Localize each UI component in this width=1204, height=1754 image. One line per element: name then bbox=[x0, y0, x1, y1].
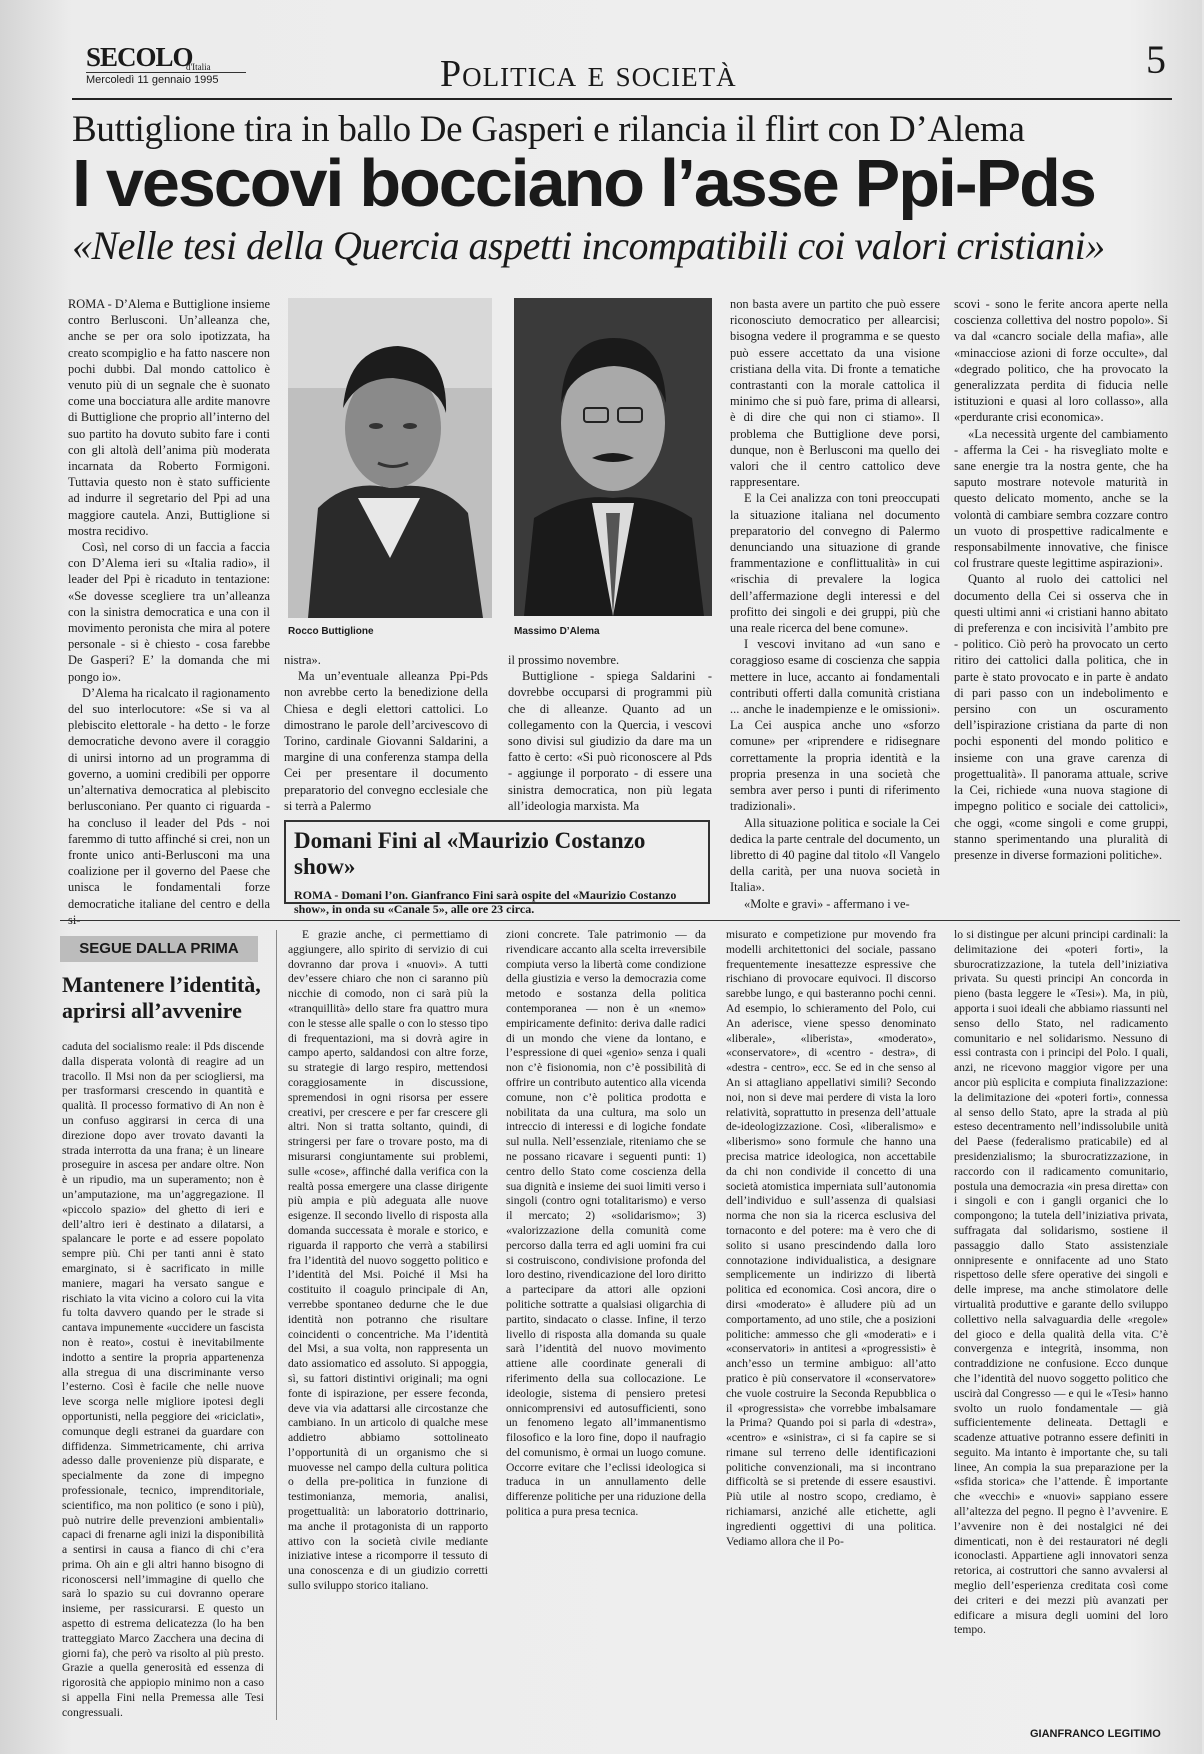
issue-date: Mercoledì 11 gennaio 1995 bbox=[86, 72, 246, 86]
paragraph: zioni concrete. Tale patrimonio — da rivendicare accanto alla scelta irreversibile compiuta verso la libertà come condizione della giustizia e verso la democrazia come metodo e sostanza della politica contemporanea — non è un «nemo» empiricamente definito: deriva dalle radici di un mondo che viene da lontano, e l’espressione di quei «genio» senza i quali non c’è fisionomia, non c’è possibilità di offrire un contributo autentico alla vicenda comune, non c’è politica prodotta e nobilitata da una cultura, ma solo un intreccio di interessi e di logiche fondate sul nulla. Nell’essenziale, riteniamo che se ne possano ricavare i seguenti punti: 1) centro dello Stato come coscienza della sua dignità e insieme dei suoi limiti verso i singoli (contro ogni totalitarismo) e verso il mercato; 2) «solidarismo»; 3) «valorizzazione della comunità come percorso dalla terra ed agli uomini fra cui si costruiscono, condivisione profonda del loro destino, rivendicazione del loro diritto a partecipare da attori alle opzioni politiche sottratte a qualsiasi oligarchia di partito, sindacato o classe. Infine, il terzo livello di risposta alla domanda su quale sarà l’identità del nuovo movimento attiene alle coordinate generali di riferimento della sua collocazione. Le ideologie, sistema di pensiero pretesi onnicomprensivi ed autosufficienti, sono un fenomeno legato all’immanentismo filosofico e la loro fine, dopo il naufragio del comunismo, è ormai un luogo comune. Occorre evitare che l’eclissi ideologica si traduca in un annullamento delle differenze politiche per una riduzione della politica a pura presa tecnica. bbox=[506, 928, 706, 1519]
paragraph: Buttiglione - spiega Saldarini - dovrebbe occuparsi di programmi più che di alleanze. Quanto ad un collegamento con la Quercia, i vescovi sono divisi sul giudizio da dare ma un fatto è certo: «Si può riconoscere al Pds - aggiunge il porporato - di essere una sinistra democratica, non più legata all’ideologia marxista. Ma bbox=[508, 669, 712, 813]
paragraph: scovi - sono le ferite ancora aperte nella coscienza collettiva del nostro popolo». Si va dal «cancro sociale della mafia», alle «minacciose azioni di forze occulte», dal «degrado politico, che ha provocato la generalizzata perdita di fiducia nelle istituzioni e quasi al loro collasso», alla «perdurante crisi economica». bbox=[954, 297, 1168, 425]
paragraph: E grazie anche, ci permettiamo di aggiungere, allo spirito di servizio di cui dovranno dar prova i «nuovi». A tutti dev’essere chiaro che non ci saranno più nicchie di comodo, non ci sarà più la «tranquillità» dello stare fra quattro mura con le stesse alle spalle o con lo stesso tipo di frequentazioni, ma si dovrà agire in campo aperto, saldandosi con altre forze, su strategie di largo respiro, mettendosi coraggiosamente in discussione, spremendosi in ogni risorsa per essere creativi, per crescere e per far crescere gli altri. Non si tratta soltanto, quindi, di stringersi per fare o trovare posto, ma di misurarsi congiuntamente sui problemi, sulle «cose», affinché dalla verifica con la realtà possa emergere una classe dirigente più ampia e più adeguata alle nuove esigenze. Il secondo livello di risposta alla domanda successata è morale e storico, e riguarda il rapporto che verrà a stabilirsi fra l’identità del nuovo soggetto politico e l’identità del Msi. Poiché il Msi ha costituito il coagulo principale di An, verrebbe spontaneo dedurne che le due identità non potranno che risultare coincidenti o concentriche. Ma l’identità del Msi, a sua volta, non rappresenta un dato assiomatico ed assoluto. Si appoggia, sì, su fattori distintivi originali; ma ogni fonte di ispirazione, per essere feconda, deve via via adattarsi alle circostanze che cambiano. In un articolo di qualche mese addietro abbiamo sottolineato l’opportunità di un organismo che si muovesse nel campo della cultura politica o della pre-politica in funzione di testimonianza, memoria, analisi, progettualità: un laboratorio dottrinario, ma anche il protagonista di un rapporto attivo con la società civile mediante iniziative intese a ricomporre il tessuto di una conoscenza e di un giudizio corretti sullo sviluppo storico italiano. bbox=[288, 928, 488, 1593]
paragraph: D’Alema ha ricalcato il ragionamento del suo interlocutore: «Se si va al plebiscito elettorale - ha detto - le forze democratiche devono avere il coraggio di unirsi intorno ad un programma di governo, a uomini credibili per opporre un’alternativa democratica al plebiscito berlusconiano. Per quanto ci riguarda - ha concluso il leader del Pds - noi faremmo di tutto affinché si crei, non un fronte unico anti-Berlusconi ma una coalizione per il governo del Paese che unisca le fondamentali forze democratiche italiane del centro e della si- bbox=[68, 685, 270, 927]
section-title: Politica e società bbox=[440, 53, 737, 95]
paragraph: E la Cei analizza con toni preoccupati la situazione italiana nel documento preparatorio del convegno di Palermo denunciando una situazione di grande frammentazione e conflittualità» in cui «rischia di prevalere la logica dell’affermazione degli interessi e del profitto dei singoli e dei gruppi, più che una reale ricerca del bene comune». bbox=[730, 491, 940, 636]
article2-col-2 bbox=[288, 928, 488, 1720]
headline: I vescovi bocciano l’asse Ppi-Pds bbox=[72, 146, 1095, 221]
article2-col-5 bbox=[954, 928, 1168, 1720]
top-rule bbox=[72, 98, 1172, 100]
article-col-4 bbox=[730, 296, 940, 911]
article-col-5 bbox=[954, 296, 1168, 906]
photo-caption: Massimo D’Alema bbox=[514, 626, 600, 637]
paragraph: misurato e competizione pur movendo fra modelli architettonici del sociale, passano frequentemente inesattezze espressive che rischiano di provocare equivoci. Il discorso sarebbe lungo, e qui basteranno pochi cenni. Ad esempio, lo schieramento del Polo, cui An aderisce, viene spesso denominato «liberale», «liberista», «moderato», «conservatore», di «centro - destra», di «destra - centro», ecc. Se ed in che senso al An si attagliano appellativi simili? Secondo noi, non si deve mai perdere di vista la loro relatività, soprattutto in presenza dell’attuale de-ideologizzazione. Così, «liberalismo» e «liberismo» sono formule che hanno una precisa matrice ideologica, non accettabile da chi non condivide il concetto di una società atomistica imperniata sull’autonomia dell’individuo e sull’assenza di qualsiasi norma che non sia la ricerca esclusiva del tornaconto e del potere: ma è vero che di solito si usano prescindendo dalla loro connotazione individualistica, a designare semplicemente un indirizzo di libertà politica ed economica. Così ancora, dire o dirsi «moderato» è alludere più ad un comportamento, ad uno stile, che a posizioni politiche: ammesso che gli «moderati» e i «conservatori» in antitesi a «progressisti» è anch’esso un termine ambiguo: all’atto pratico è più conservatore il «conservatore» che vuole costruire la Seconda Repubblica o il «progressista» che vorrebbe imbalsamare la Prima? Quando poi si parla di «destra», «centro» e «sinistra», ci si fa capire se si rimane sul terreno delle identificazioni politiche convenzionali, ma si incontrano difficoltà se si pretende di essere esaustivi. Più utile al nostro scopo, crediamo, è richiamarsi, anziché alle etichette, agli ingredienti oggettivi di una politica. Vediamo allora che il Po- bbox=[726, 928, 936, 1548]
article-col-2 bbox=[284, 652, 488, 814]
newspaper-logo: SECOLO bbox=[86, 42, 193, 72]
paragraph: ROMA - D’Alema e Buttiglione insieme contro Berlusconi. Un’alleanza che, anche se per ora solo ipotizzata, ha creato scompiglio e ha fatto nascere non pochi dubbi. Dal mondo cattolico è venuto più di un segnale che è suonato come una bocciatura alle ardite manovre di Buttiglione che proprio all’interno del suo partito ha dovuto subito fare i conti con gli altolà dell’anima più moderata incarnata da Roberto Formigoni. Tuttavia questo non è stato sufficiente ad indurre il segretario del Ppi ad una maggiore cautela. Anzi, Buttiglione si mostra recidivo. bbox=[68, 297, 271, 538]
segue-label: SEGUE DALLA PRIMA bbox=[60, 936, 258, 962]
article-col-3 bbox=[508, 652, 712, 814]
paragraph: il prossimo novembre. bbox=[508, 653, 620, 667]
article-col-1 bbox=[68, 296, 271, 927]
fini-news-box bbox=[284, 820, 710, 916]
section-divider bbox=[60, 920, 1180, 921]
column-rule bbox=[276, 930, 277, 1720]
paragraph: Ma un’eventuale alleanza Ppi-Pds non avrebbe certo la benedizione della Chiesa e degli elettori cattolici. Lo dimostrano le parole dell’arcivescovo di Torino, cardinale Giovanni Saldarini, a margine di una conferenza stampa della Cei per presentare il documento preparatorio del convegno ecclesiale che si terrà a Palermo bbox=[284, 669, 488, 813]
paragraph: caduta del socialismo reale: il Pds discende dalla disperata volontà di reagire ad un tracollo. Il Msi non da per sciogliersi, ma per trasformarsi crescendo in quantità e qualità. Il processo formativo di An non è un confuso aggirarsi in cerca di una direzione dopo aver trovato davanti la strada interrotta da una frana; è un lineare proseguire in ascesa per andare oltre. Non è un ripudio, ma un superamento; non è un’amputazione, ma un’aggregazione. Il «piccolo spazio» del ghetto di ieri e dell’altro ieri è destinato a dilatarsi, a spalancare le porte e ad essere popolato sempre più. Chi per tanti anni è stato emarginato, si è sacrificato in mille maniere, magari ha versato sangue e rischiato la vita vicino a coloro cui la vita fu tolta davvero quando per le strade si cantava impunemente «uccidere un fascista non è reato», costui è inevitabilmente indotto a sentire la propria appartenenza alla stregua di una discriminante verso l’esterno. Così è facile che nelle nuove leve scorga nelle migliore ipotesi degli opportunisti, nella peggiore dei «riciclati», comunque degli estranei da guardare con diffidenza. Simmetricamente, chi arriva adesso dalle provenienze più disparate, e specialmente da zone di impegno professionale, tecnico, imprenditoriale, scientifico, ma non politico (e sono i più), può nutrire delle prevenzioni ambientali» capaci di frenarne agli inizi la disponibilità a sentirsi in causa a fianco di chi c’era prima. Oh ain e gli altri hanno bisogno di riconoscersi nell’immagine di quello che sarà lo spazio su cui dovranno operare insieme, per rassicurarsi. E questo un aspetto di estrema delicatezza (lo ha ben tratteggiato Marco Zacchera una decina di giorni fa), che però va risolto al più presto. Grazie a quella generosità ed essenza di rigorosità che appiopio minimo non a caso si appella Fini nella Premessa alle Tesi congressuali. bbox=[62, 1040, 264, 1719]
box-title: Domani Fini al «Maurizio Costanzo show» bbox=[294, 828, 646, 879]
article2-title: Mantenere l’identità, aprirsi all’avvenire bbox=[62, 972, 261, 1023]
paragraph: lo si distingue per alcuni principi cardinali: la delimitazione dei «poteri forti», la sburocratizzazione, la tutela dell’iniziativa privata. Su questi principi An concorda in pieno (basta leggere le «Tesi»). Ma, in più, apporta i suoi ideali che abbiamo riassunti nel senso dello Stato, nel radicamento comunitario e nel solidarismo. Nessuno di essi contrasta con i principi del Polo. I quali, anzi, ne ricevono maggior vigore per una ancor più esplicita e compiuta finalizzazione: la delimitazione dei «poteri forti», connessa al senso dello Stato, apre la strada al più esteso decentramento nell’indissolubile unità del Paese (federalismo praticabile) ed al presidenzialismo; la sburocratizzazione, in raccordo con il radicamento comunitario, postula una democrazia «in presa diretta» con i singoli e con i gangli organici che lo compongono; la tutela dell’iniziativa privata, suffragata dal solidarismo, sostiene il passaggio dallo Stato assistenziale onnipresente e onnifacente ad uno Stato rispettoso delle sfere operative dei singoli e delle imprese, ma anche stimolatore delle virtualità produttive e garante dello sviluppo collettivo nella salvaguardia delle «regole» del gioco e della qualità della vita. C’è convergenza e integrità, insomma, non contraddizione ne confusione. Ecco dunque che l’identità del nuovo soggetto politico che uscirà dal Congresso — e qui le «Tesi» hanno svolto un ruolo fondamentale — già sufficientemente delineata. Dettagli e scadenze attuative potranno essere definiti in seguito. Ma intanto è importante che, su tali linee, An compia la sua preparazione per la «sfida storica» che l’attende. È importante che «vecchi» e «nuovi» sappiano essere all’altezza del pegno. Il pegno è l’avvenire. E l’avvenire non è dei nostalgici né dei dimenticati, non è dei restauratori né degli iconoclasti. Appartiene agli innovatori senza retorica, ai costruttori che sanno avvalersi al meglio dell’esperienza creditata così come dei criteri e dei mezzi più avanzati per edificare a misura degli uomini del loro tempo. bbox=[954, 928, 1168, 1637]
photo-caption: Rocco Buttiglione bbox=[288, 626, 374, 637]
author-signature: GIANFRANCO LEGITIMO bbox=[1030, 1728, 1161, 1740]
box-text: ROMA - Domani l’on. Gianfranco Fini sarà ospite del «Maurizio Costanzo show», in onda su «Canale 5», alle ore 23 circa. bbox=[294, 888, 677, 916]
paragraph: «La necessità urgente del cambiamento - afferma la Cei - ha risvegliato molte e sane energie tra la nostra gente, che ha saputo mostrare notevole maturità in questo delicato momento, anche se la volontà di cambiare sembra cozzare contro un vuoto di prospettive radicalmente e responsabilmente innovative, che finisce col frustrare queste legittime aspirazioni». bbox=[954, 426, 1168, 571]
paragraph: I vescovi invitano ad «un sano e coraggioso esame di coscienza che sappia mettere in luce, accanto ai fondamentali contributi offerti dalla comunità cristiana ... anche le inadempienze e le omissioni». La Cei auspica anche uno «sforzo comune» per «riprendere e ridisegnare correttamente la propria identità e la propria presenza in una società che sembra aver perso i punti di riferimento tradizionali». bbox=[730, 637, 940, 814]
paragraph: nistra». bbox=[284, 653, 321, 667]
paragraph: Quanto al ruolo dei cattolici nel documento della Cei si osserva che in questi ultimi anni «i cristiani hanno abitato di preferenza e con incisività l’ambito pre - politico. Ciò però ha provocato un certo ritiro dei cattolici dalla politica, che in parte è stato provocato e in parte è andato di pari passo con un indebolimento e persino con un oscuramento dell’ispirazione cristiana da parte di non pochi esponenti del mondo politico e insieme con una grave carenza di progettualità». Il panorama attuale, scrive la Cei, richiede «una nuova stagione di impegno politico e sociale dei cattolici», che oggi, «come singoli e come gruppi, stanno sperimentando una pluralità di presenze in diverse formazioni politiche». bbox=[954, 572, 1168, 862]
article2-col-3 bbox=[506, 928, 706, 1720]
kicker: Buttiglione tira in ballo De Gasperi e rilancia il flirt con D’Alema bbox=[72, 109, 1025, 150]
photo-dalema bbox=[514, 298, 712, 616]
page-number: 5 bbox=[1146, 37, 1166, 82]
paragraph: Alla situazione politica e sociale la Cei dedica la parte centrale del documento, un libretto di 40 pagine dal titolo «Il Vangelo della carità, per una nuova società in Italia». bbox=[730, 815, 940, 895]
photo-buttiglione bbox=[288, 298, 492, 618]
subhead: «Nelle tesi della Quercia aspetti incompatibili coi valori cristiani» bbox=[72, 223, 1105, 268]
paragraph: Così, nel corso di un faccia a faccia con D’Alema ieri su «Italia radio», il leader del Ppi è ricaduto in tentazione: «Se dovesse scegliere tra un’alleanza con la sinistra democratica e una con il movimento peronista che mira al potere personale - si è chiesto - cosa farebbe De Gasperi? E’ la domanda che mi pongo io». bbox=[68, 540, 270, 684]
newspaper-logo-sub: d'Italia bbox=[186, 62, 211, 72]
paragraph: non basta avere un partito che può essere riconosciuto democratico per allearcisi; bisogna vedere il programma e se questo può essere accettato da una visione cristiana della vita. Di fronte a tematiche contrastanti con la morale cattolica il minimo che si può fare, prima di allearsi, è di dire che qui non ci stiamo». Il problema che Buttiglione deve porsi, dunque, non è Berlusconi ma quello dei valori che il centro cattolico deve rappresentare. bbox=[730, 297, 940, 490]
masthead bbox=[86, 44, 226, 86]
paragraph: «Molte e gravi» - affermano i ve- bbox=[744, 896, 910, 911]
article2-col-4 bbox=[726, 928, 936, 1720]
article2-col-1 bbox=[62, 1040, 264, 1720]
